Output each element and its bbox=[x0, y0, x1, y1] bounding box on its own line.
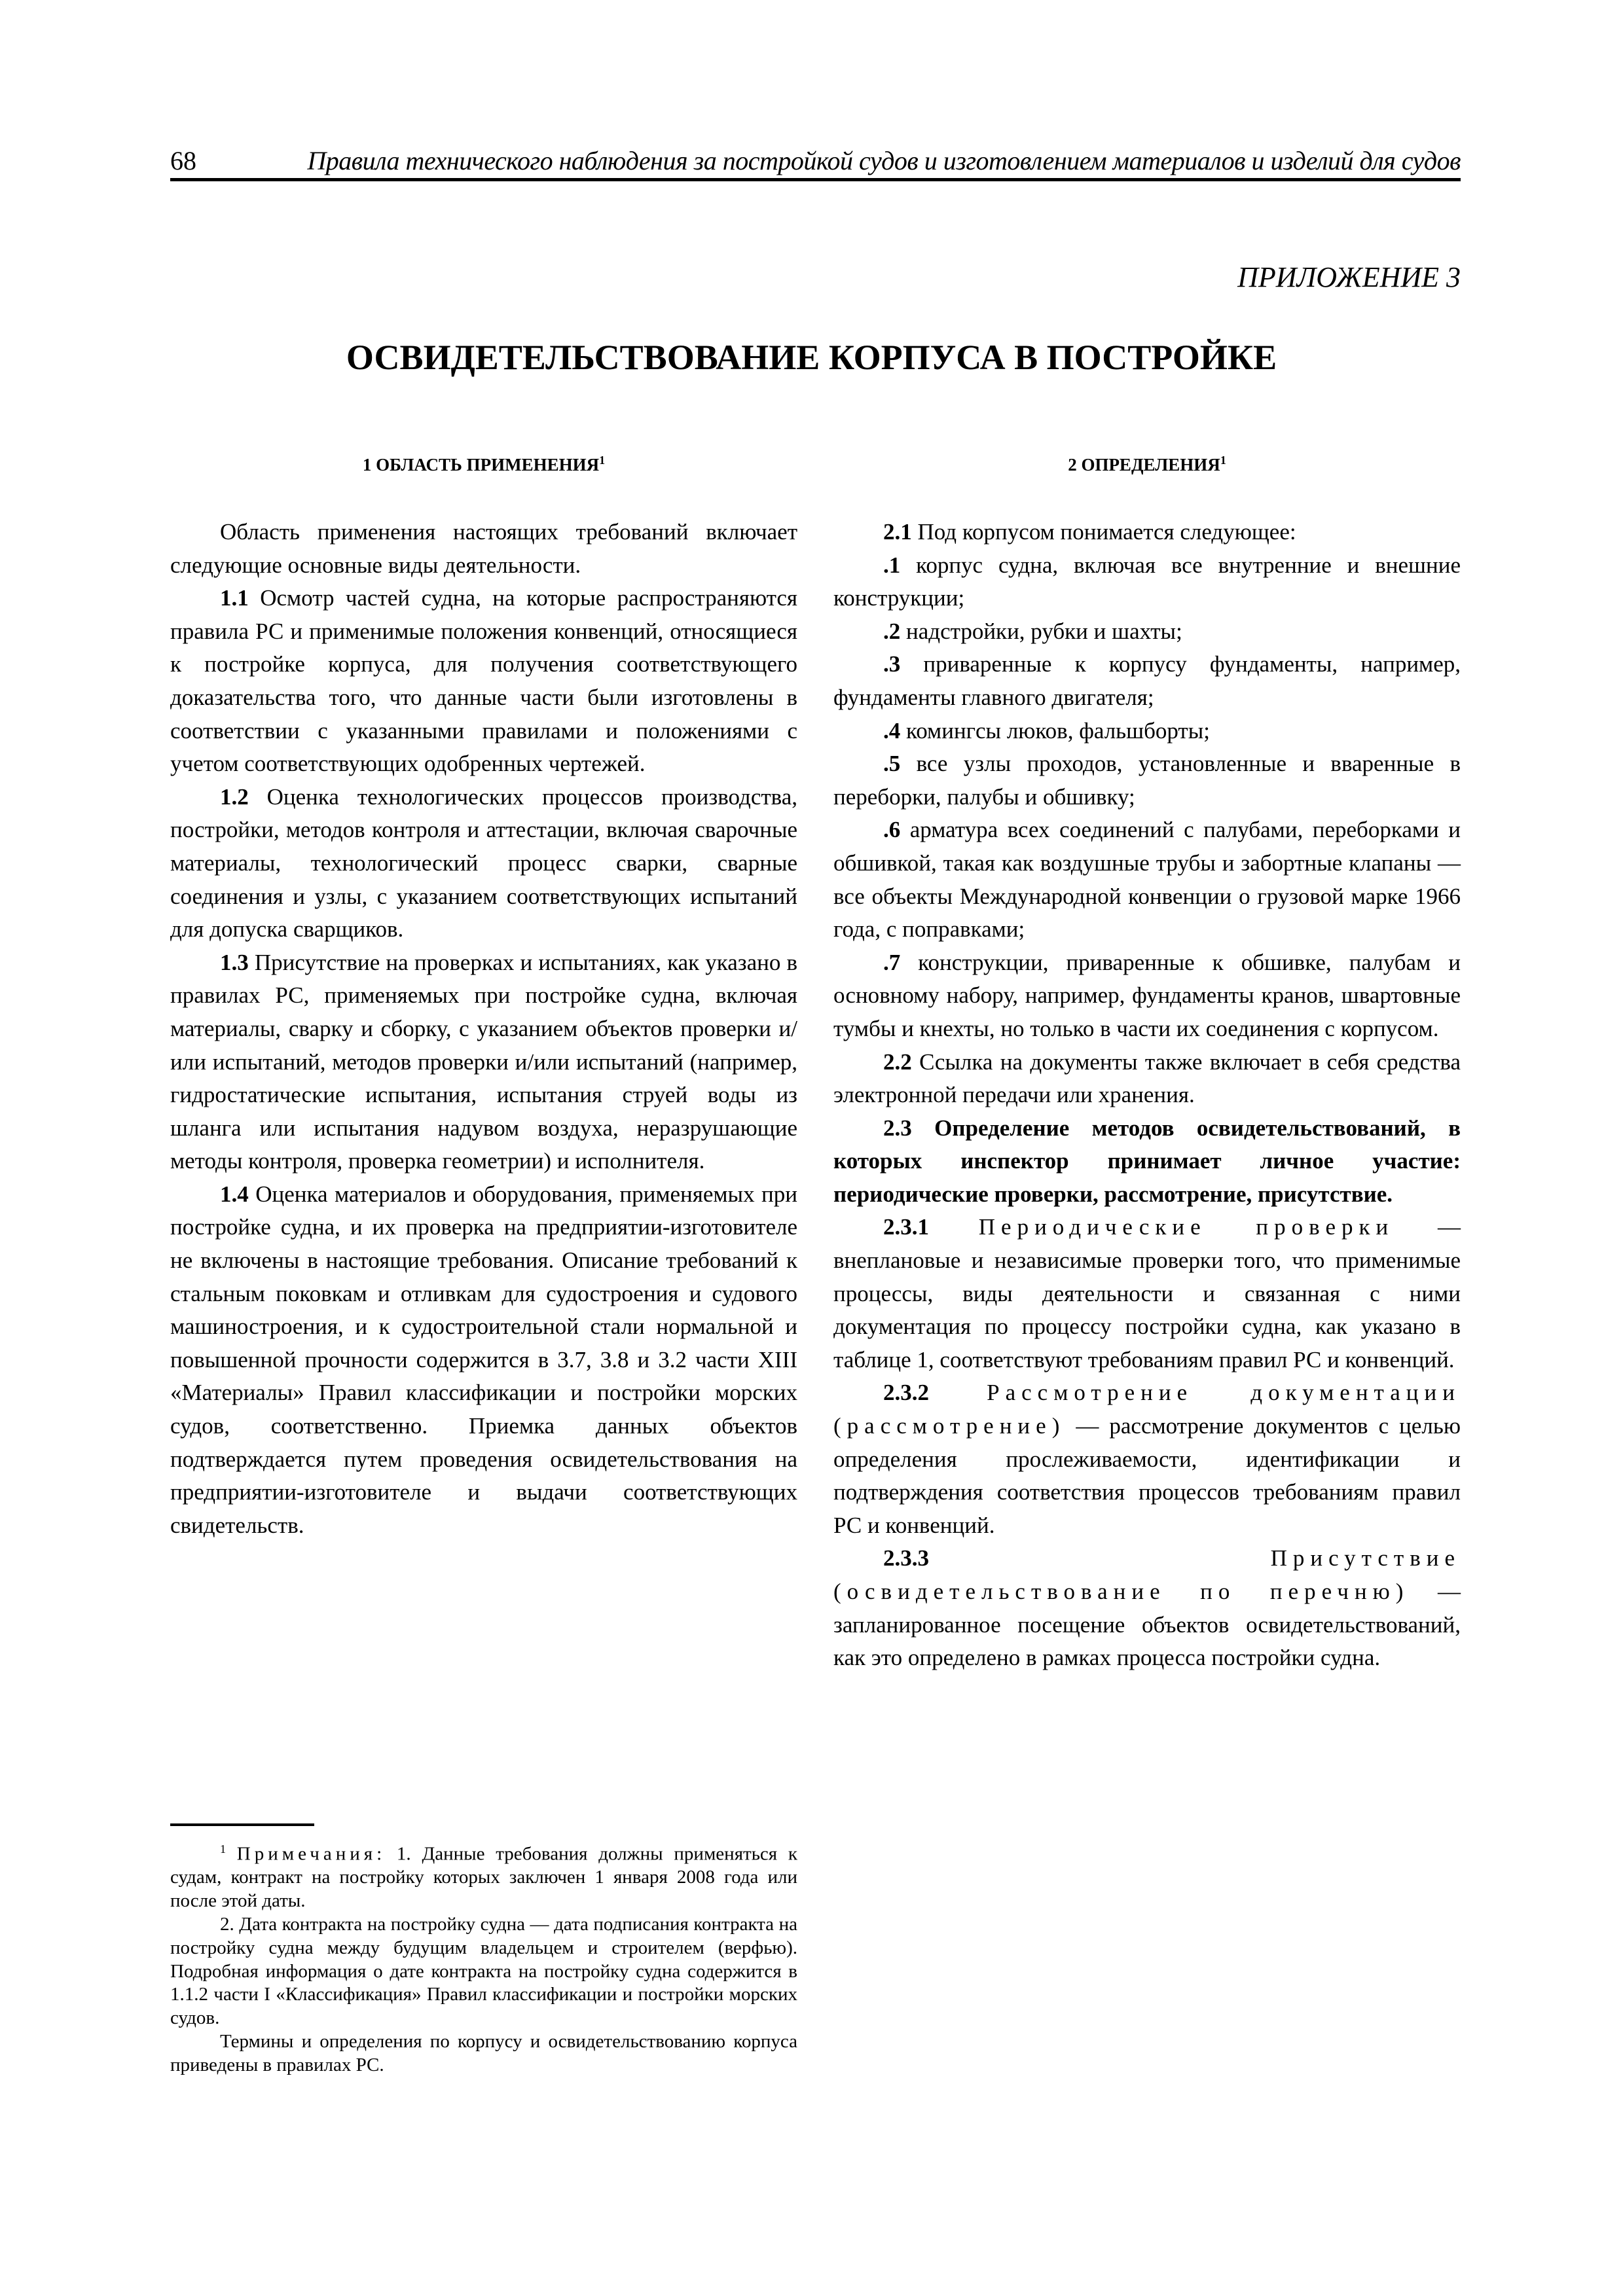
paragraph-text: конструкции, приваренные к обшивке, палубам и основному набору, например, фундаменты кранов, швартовные тумбы и кнехты, но только в части их соединения с корпусом. bbox=[833, 949, 1461, 1041]
paragraph bbox=[833, 648, 1461, 714]
paragraph-number: .6 bbox=[883, 817, 901, 843]
paragraph-text: Оценка материалов и оборудования, применяемых при постройке судна, и их проверка на предприятии-изготовителе не включены в настоящие требования. Описание требований к стальным поковкам и отливкам для судостроения и судового машиностроения, и к судостроительной стали нормальной и повышенной прочности содержится в 3.7, 3.8 и 3.2 части XIII «Материалы» Правил классификации и постройки морских судов, соответственно. Приемка данных объектов подтверждается путем проведения освидетельствования на предприятии-изготовителе и выдачи соответствующих свидетельств. bbox=[170, 1181, 797, 1538]
term: Присутствие (освидетельствование по перечню) bbox=[833, 1545, 1461, 1604]
note-text: 1. Данные требования должны применяться к судам, контракт на постройку которых заключен 1 января 2008 года или после этой даты. bbox=[170, 1843, 798, 1912]
page-title: ОСВИДЕТЕЛЬСТВОВАНИЕ КОРПУСА В ПОСТРОЙКЕ bbox=[346, 338, 1277, 377]
paragraph-text: Область применения настоящих требований включает следующие основные виды деятельности. bbox=[170, 519, 797, 578]
footnote-ref: 1 bbox=[1220, 454, 1226, 467]
paragraph-number: 1.4 bbox=[220, 1181, 249, 1207]
section-heading bbox=[170, 450, 797, 516]
paragraph bbox=[833, 946, 1461, 1046]
heading-text: 2 ОПРЕДЕЛЕНИЯ bbox=[1068, 455, 1220, 475]
paragraph-number: 1.1 bbox=[220, 585, 249, 611]
heading-text: 1 ОБЛАСТЬ ПРИМЕНЕНИЯ bbox=[362, 455, 600, 475]
paragraph-text: корпус судна, включая все внутренние и внешние конструкции; bbox=[833, 552, 1461, 611]
footnote-ref: 1 bbox=[599, 454, 606, 467]
footnote-para: 2. Дата контракта на постройку судна — дата подписания контракта на постройку судна между будущим владельцем и строителем (верфью). Подробная информация о дате контракта на постройку судна содержится в 1.1.2 части I «Классификация» Правил классификации и постройки морских судов. bbox=[170, 1914, 797, 2029]
paragraph-number: .1 bbox=[883, 552, 901, 578]
paragraph-text: Ссылка на документы также включает в себя средства электронной передачи или хранения. bbox=[833, 1049, 1461, 1108]
paragraph bbox=[833, 1046, 1461, 1112]
paragraph-text: комингсы люков, фальшборты; bbox=[900, 717, 1210, 744]
paragraph-text: Присутствие на проверках и испытаниях, как указано в правилах РС, применяемых при постройке судна, включая материалы, сварку и сборку, с указанием объектов проверки и/или испытаний, методов проверки и/или испытаний (например, гидростатические испытания, испытания струей воды из шланга или испытания надувом воздуха, неразрушающие методы контроля, проверка геометрии) и исполнителя. bbox=[170, 949, 797, 1174]
paragraph-number: 2.1 bbox=[883, 519, 912, 545]
term: Периодические проверки bbox=[929, 1214, 1395, 1240]
paragraph bbox=[833, 615, 1461, 649]
paragraph-text: арматура всех соединений с палубами, переборками и обшивкой, такая как воздушные трубы и забортные клапаны — все объекты Международной конвенции о грузовой марке 1966 года, с поправками; bbox=[833, 817, 1461, 942]
paragraph-text: надстройки, рубки и шахты; bbox=[900, 618, 1182, 644]
right-column bbox=[833, 450, 1461, 1675]
page-number: 68 bbox=[170, 146, 196, 175]
paragraph-number: 2.3.2 bbox=[883, 1380, 929, 1406]
running-title: Правила технического наблюдения за постройкой судов и изготовлением материалов и изделий для судов bbox=[307, 146, 1461, 175]
paragraph-number: 2.2 bbox=[883, 1049, 912, 1075]
paragraph bbox=[833, 814, 1461, 946]
running-header bbox=[170, 145, 1461, 177]
paragraph bbox=[170, 582, 797, 781]
paragraph-number: .4 bbox=[883, 717, 901, 744]
paragraph-number: 2.3.3 bbox=[883, 1545, 929, 1571]
paragraph-number: .2 bbox=[883, 618, 901, 644]
footnote-rule bbox=[170, 1823, 314, 1826]
paragraph bbox=[170, 781, 797, 946]
left-column bbox=[170, 450, 797, 1542]
footnote-para bbox=[170, 1838, 797, 1913]
paragraph bbox=[170, 516, 797, 582]
paragraph-number: .7 bbox=[883, 949, 901, 975]
paragraph-number: .3 bbox=[883, 651, 901, 677]
paragraph-text: Осмотр частей судна, на которые распространяются правила РС и применимые положения конвенций, относящиеся к постройке корпуса, для получения соответствующего доказательства того, что данные части были изготовлены в соответствии с указанными правилами и положениями с учетом соответствующих одобренных чертежей. bbox=[170, 585, 797, 777]
paragraph bbox=[833, 1211, 1461, 1376]
paragraph bbox=[833, 549, 1461, 615]
paragraph-text: — рассмотрение документов с целью определения прослеживаемости, идентификации и подтверждения соответствия процессов требованиям правил РС и конвенций. bbox=[833, 1413, 1461, 1538]
paragraph-text: Оценка технологических процессов производства, постройки, методов контроля и аттестации, включая сварочные материалы, технологический процесс сварки, сварные соединения и узлы, с указанием соответствующих испытаний для допуска сварщиков. bbox=[170, 783, 797, 942]
paragraph bbox=[833, 1376, 1461, 1542]
footnote-mark: 1 bbox=[220, 1842, 226, 1856]
paragraph bbox=[833, 747, 1461, 814]
paragraph-number: 2.3 Определение методов освидетельствований, в которых инспектор принимает личное участие: периодические проверки, рассмотрение, присутствие. bbox=[833, 1115, 1461, 1207]
paragraph-text: Под корпусом понимается следующее: bbox=[911, 519, 1296, 545]
paragraph-text: — запланированное посещение объектов освидетельствований, как это определено в рамках процесса постройки судна. bbox=[833, 1579, 1461, 1671]
footnote bbox=[170, 1838, 797, 2077]
paragraph bbox=[170, 1178, 797, 1543]
paragraph-number: 1.2 bbox=[220, 783, 249, 810]
paragraph bbox=[833, 1542, 1461, 1674]
paragraph-number: .5 bbox=[883, 751, 901, 777]
footnote-para: Термины и определения по корпусу и освидетельствованию корпуса приведены в правилах РС. bbox=[170, 2031, 797, 2075]
paragraph-text: — внеплановые и независимые проверки того, что применимые процессы, виды деятельности и связанная с ними документация по процессу постройки судна, как указано в таблице 1, соответствуют требованиям правил РС и конвенций. bbox=[833, 1214, 1461, 1372]
paragraph bbox=[833, 516, 1461, 549]
appendix-label: ПРИЛОЖЕНИЕ 3 bbox=[1237, 261, 1461, 293]
header-rule bbox=[170, 178, 1461, 181]
paragraph bbox=[170, 946, 797, 1178]
paragraph-number: 1.3 bbox=[220, 949, 249, 975]
section-heading bbox=[833, 450, 1461, 516]
paragraph-text: приваренные к корпусу фундаменты, например, фундаменты главного двигателя; bbox=[833, 651, 1461, 710]
paragraph-number: 2.3.1 bbox=[883, 1214, 929, 1240]
term: Рассмотрение документации (рассмотрение) bbox=[833, 1380, 1461, 1439]
paragraph bbox=[833, 1112, 1461, 1211]
paragraph bbox=[833, 715, 1461, 748]
paragraph-text: все узлы проходов, установленные и вваренные в переборки, палубы и обшивку; bbox=[833, 751, 1461, 810]
notes-label: Примечания: bbox=[236, 1843, 386, 1865]
